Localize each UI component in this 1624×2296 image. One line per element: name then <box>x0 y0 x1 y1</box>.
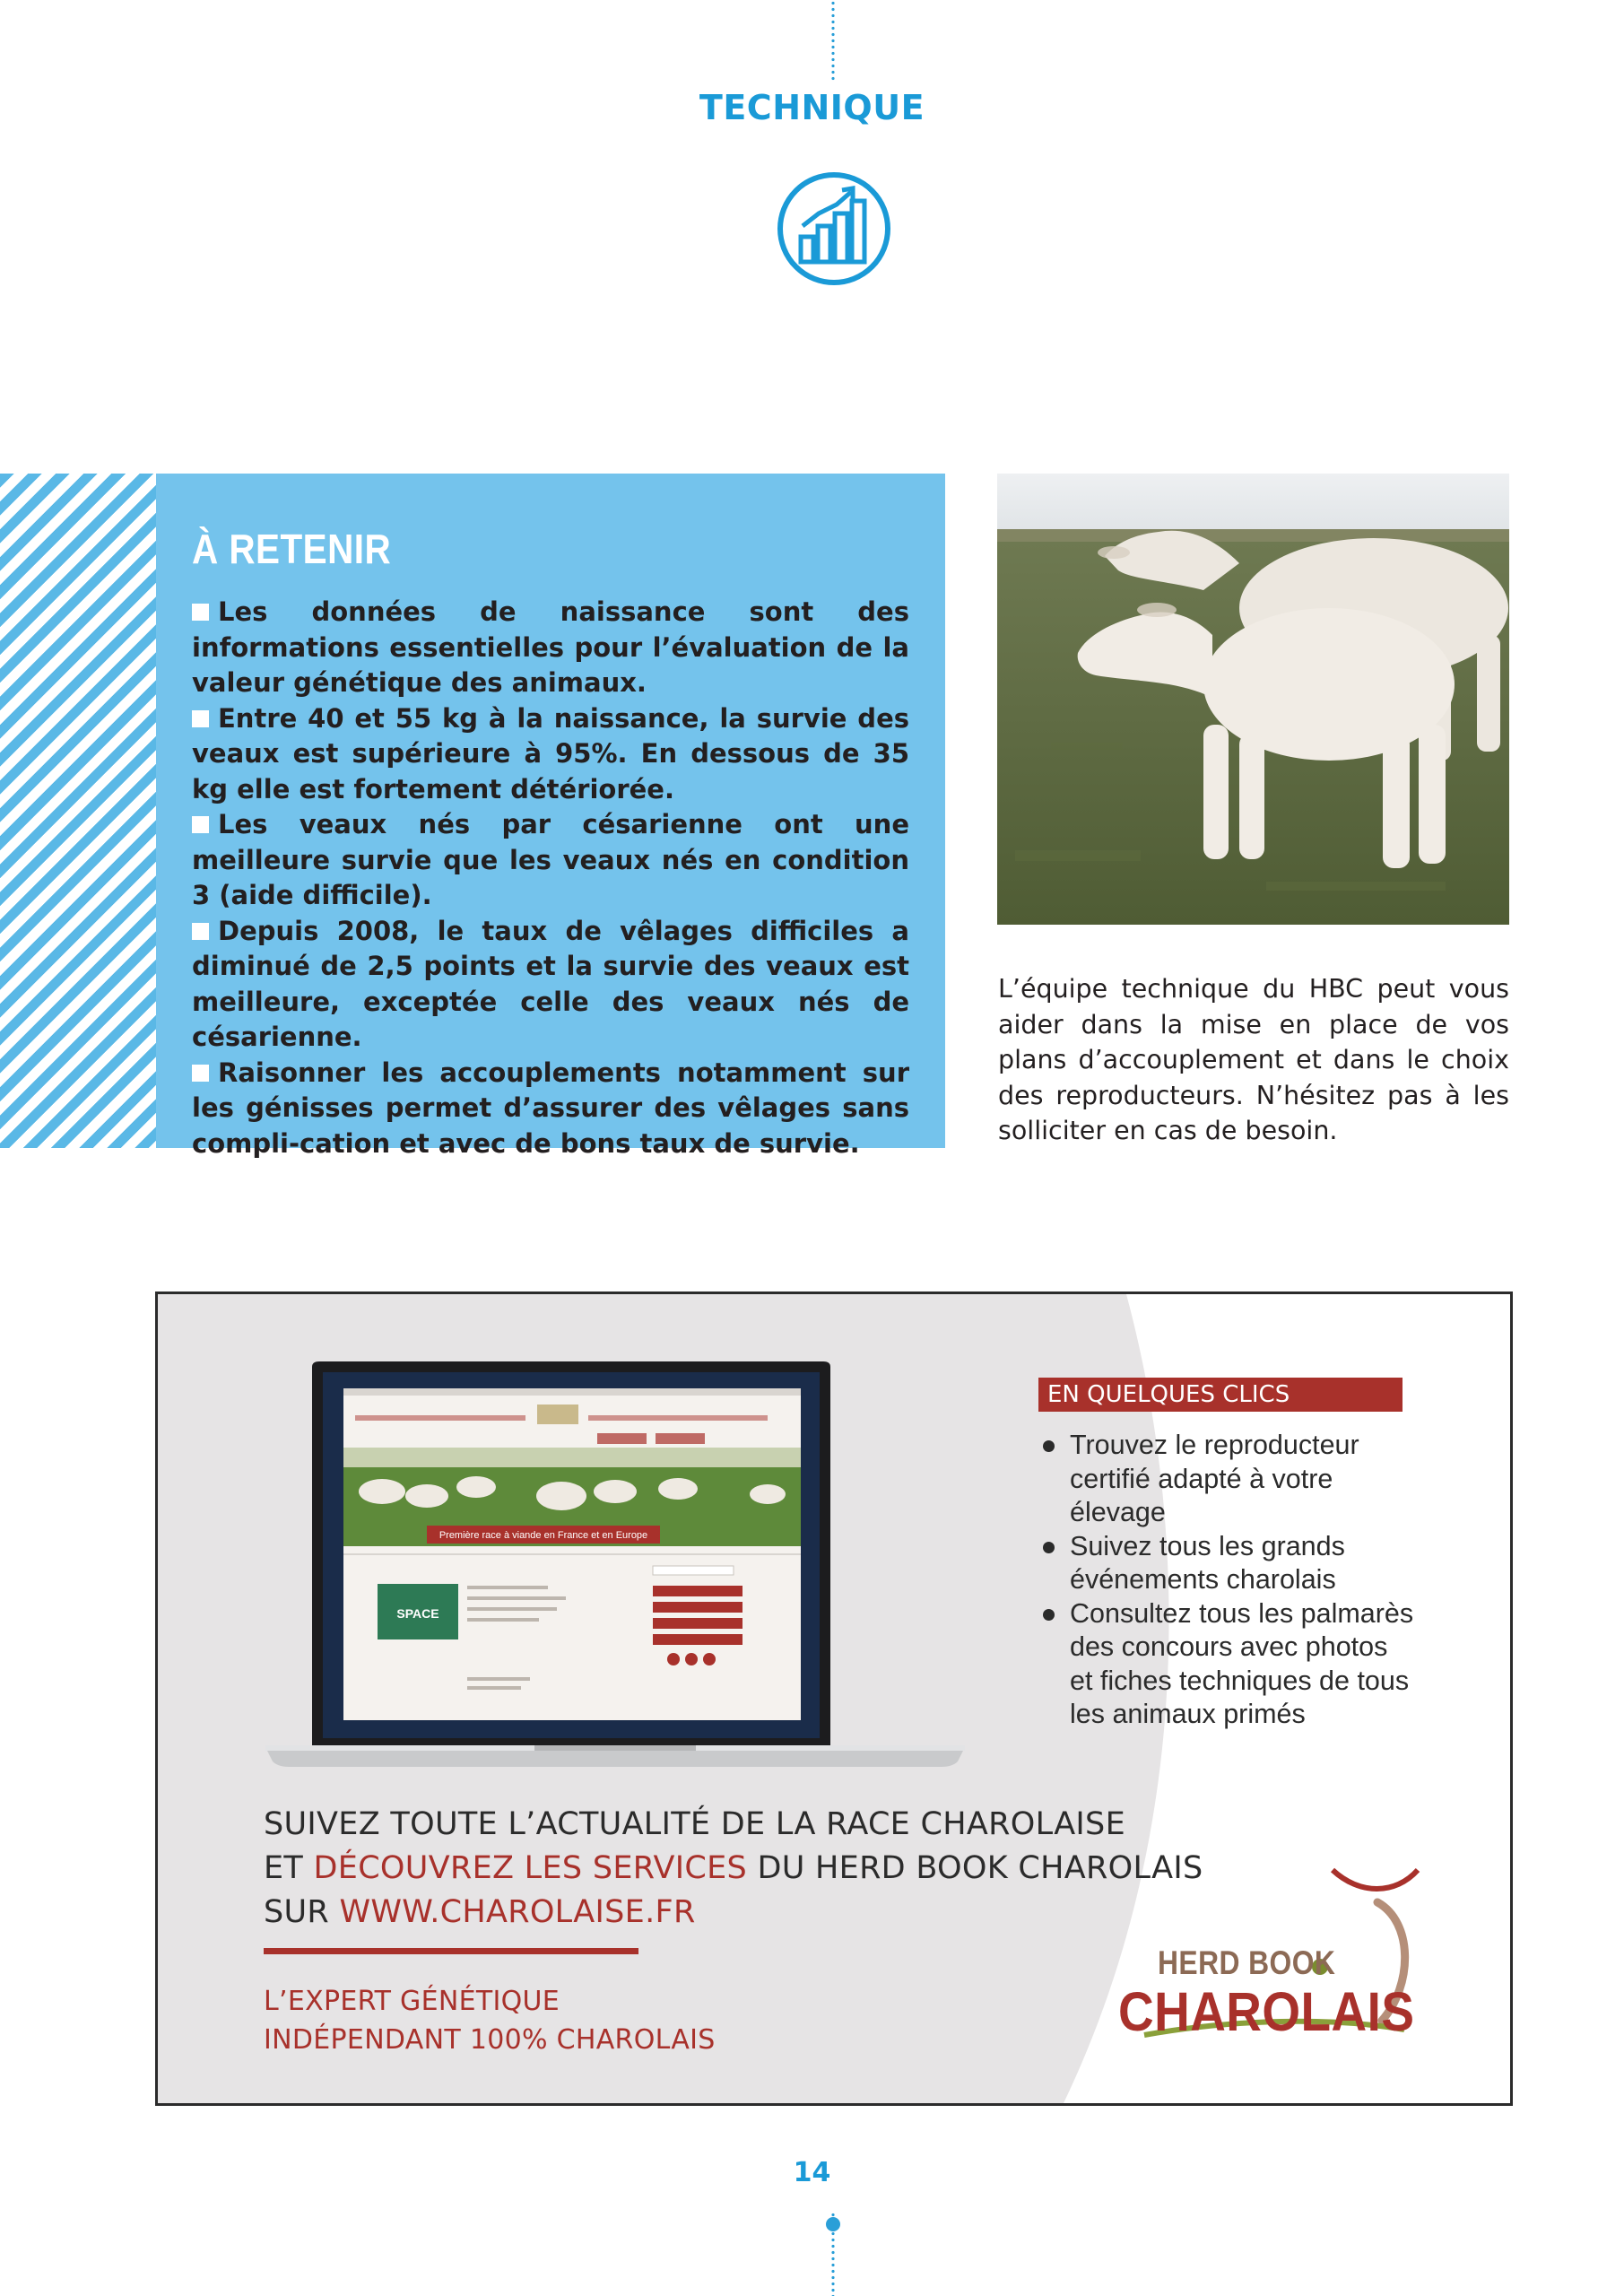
expert-line-1: L’EXPERT GÉNÉTIQUE <box>264 1986 560 2017</box>
square-bullet-icon <box>192 604 209 621</box>
section-title: TECHNIQUE <box>699 88 925 127</box>
retenir-point: Raisonner les accouplements notamment sur les génisses permet d’assurer des vêlages sans compli-cation et avec de bons taux de survie. <box>192 1057 909 1159</box>
follow-line-3: SUR WWW.CHAROLAISE.FR <box>264 1894 696 1930</box>
retenir-point: Entre 40 et 55 kg à la naissance, la survie des veaux est supérieure à 95%. En dessous de 35 kg elle est fortement détériorée. <box>192 702 909 804</box>
retenir-point: Les données de naissance sont des informations essentielles pour l’évaluation de la valeur génétique des animaux. <box>192 596 909 698</box>
expert-line-2: INDÉPENDANT 100% CHAROLAIS <box>264 2024 716 2056</box>
clics-header: EN QUELQUES CLICS <box>1038 1378 1403 1412</box>
stripe-decoration <box>0 474 156 1148</box>
website-link[interactable]: WWW.CHAROLAISE.FR <box>339 1894 696 1930</box>
growth-chart-icon <box>776 170 892 287</box>
follow-line-2: ET DÉCOUVREZ LES SERVICES DU HERD BOOK CHAROLAIS <box>264 1850 1203 1886</box>
page-number: 14 <box>793 2157 831 2188</box>
charolaise-advert <box>155 1292 1513 2106</box>
services-highlight: DÉCOUVREZ LES SERVICES <box>313 1850 748 1886</box>
clics-item: Trouvez le reproducteur certifié adapté à votre élevage <box>1041 1429 1418 1530</box>
retenir-list <box>192 595 909 1161</box>
follow-line-1: SUIVEZ TOUTE L’ACTUALITÉ DE LA RACE CHAROLAISE <box>264 1806 1125 1842</box>
retenir-point: Depuis 2008, le taux de vêlages difficiles a diminué de 2,5 points et la survie des veaux est meilleure, exceptée celle des veaux nés de césarienne. <box>192 915 909 1052</box>
clics-list <box>1041 1429 1418 1732</box>
retenir-title: À RETENIR <box>192 526 392 572</box>
square-bullet-icon <box>192 1065 209 1082</box>
logo-charolais-text: CHAROLAIS <box>1118 1981 1415 2042</box>
charolais-cows-photo <box>997 474 1509 925</box>
expert-tagline <box>264 1982 802 2059</box>
square-bullet-icon <box>192 923 209 940</box>
retenir-point: Les veaux nés par césarienne ont une meilleure survie que les veaux nés en condition 3 (aide difficile). <box>192 809 909 910</box>
bottom-dot <box>826 2217 840 2231</box>
logo-herd-book-text: HERD BOOK <box>1158 1944 1336 1981</box>
square-bullet-icon <box>192 710 209 727</box>
square-bullet-icon <box>192 816 209 833</box>
laptop-website-image <box>265 1361 965 1774</box>
screen-space-text: SPACE <box>396 1606 439 1621</box>
follow-headline <box>264 1803 1205 1935</box>
clics-item: Suivez tous les grands événements charolais <box>1041 1530 1418 1597</box>
clics-item: Consultez tous les palmarès des concours avec photos et fiches techniques de tous les animaux primés <box>1041 1597 1418 1732</box>
top-dotted-line <box>830 0 836 81</box>
side-paragraph: L’équipe technique du HBC peut vous aider dans la mise en place de vos plans d’accouplement et dans le choix des reproducteurs. N’hésitez pas à les solliciter en cas de besoin. <box>998 974 1509 1145</box>
screen-banner-text: Première race à viande en France et en Europe <box>439 1530 648 1541</box>
red-divider <box>264 1948 638 1954</box>
